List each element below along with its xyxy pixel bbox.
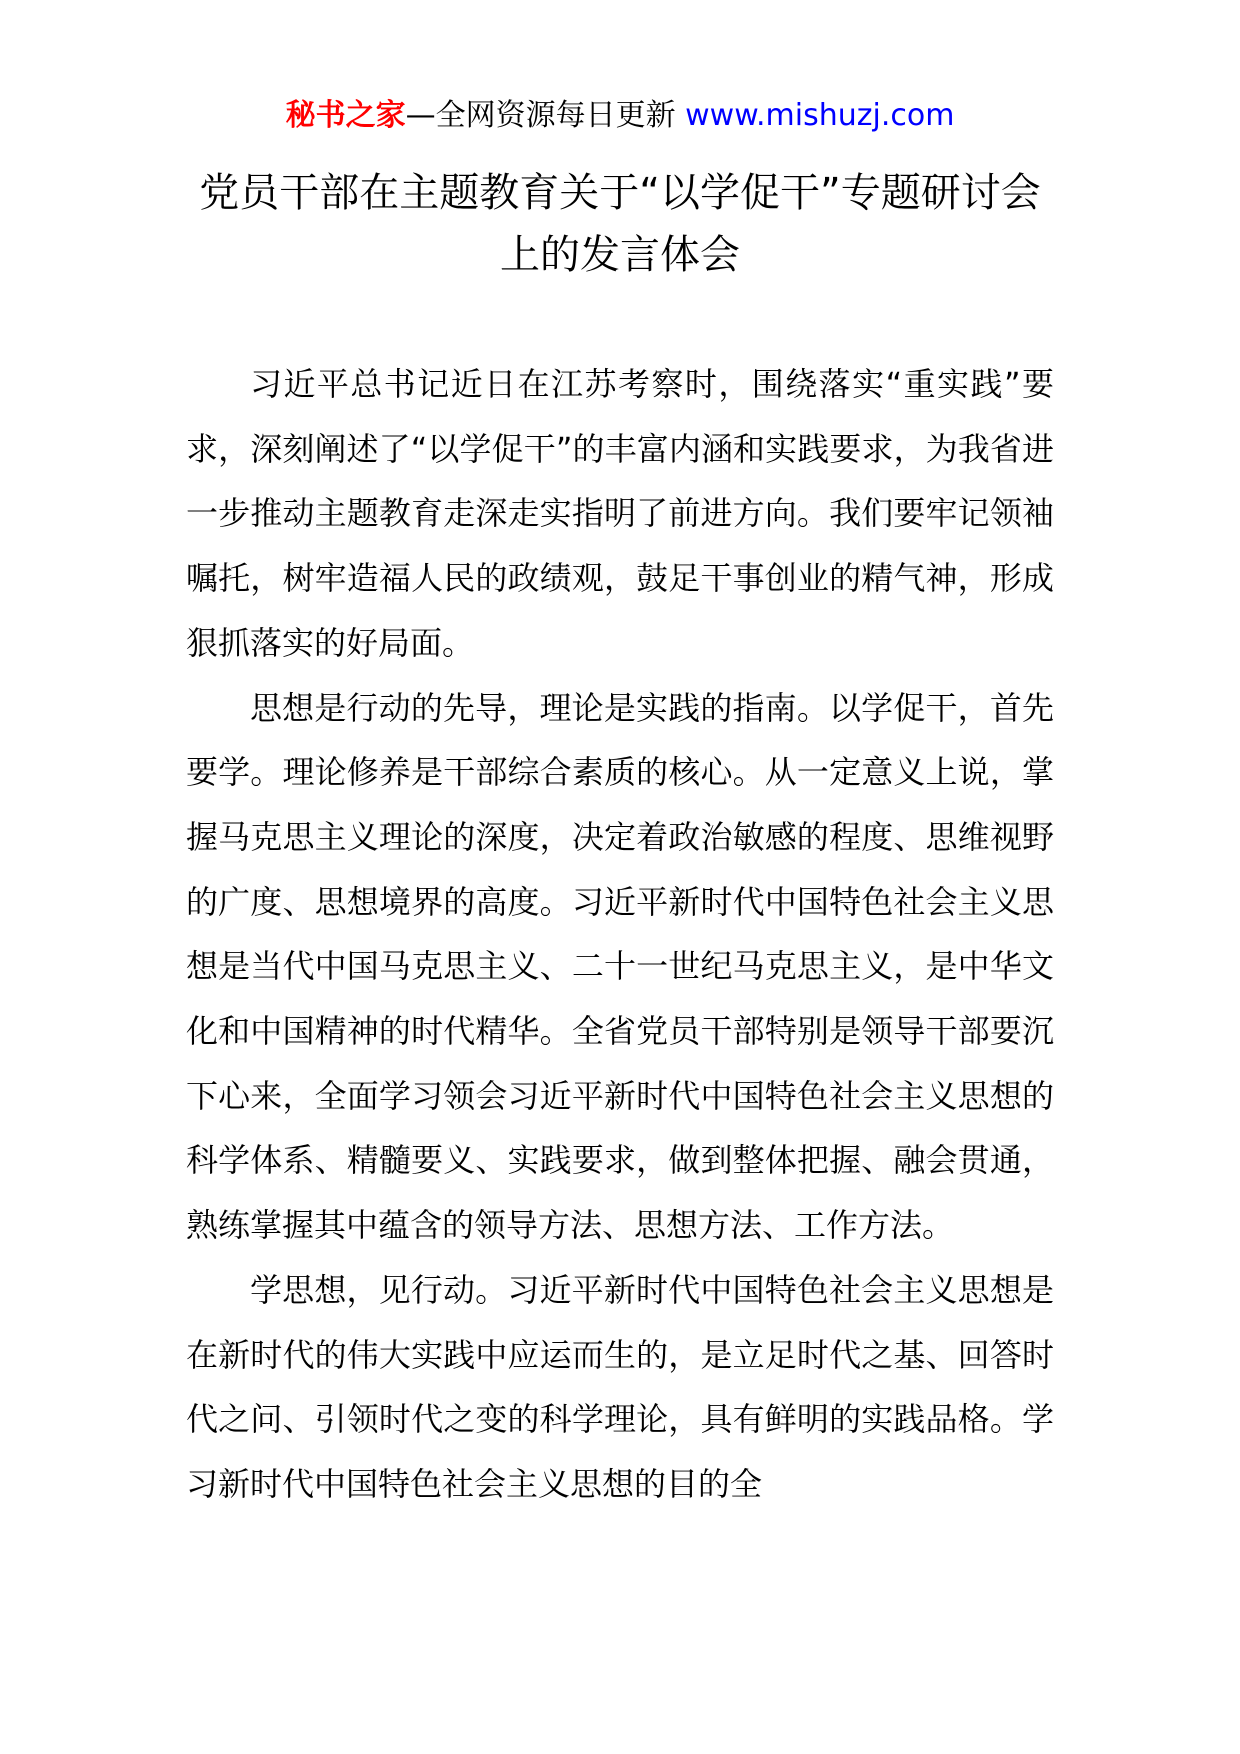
paragraph-3: 学思想，见行动。习近平新时代中国特色社会主义思想是在新时代的伟大实践中应运而生的，是立足时代之基、回答时代之问、引领时代之变的科学理论，具有鲜明的实践品格。学习新时代中国特色社会主义思想的目的全 bbox=[186, 1270, 1054, 1503]
document-body bbox=[186, 352, 1054, 1517]
site-header bbox=[0, 96, 1240, 136]
paragraph-2: 思想是行动的先导，理论是实践的指南。以学促干，首先要学。理论修养是干部综合素质的核心。从一定意义上说，掌握马克思主义理论的深度，决定着政治敏感的程度、思维视野的广度、思想境界的高度。习近平新时代中国特色社会主义思想是当代中国马克思主义、二十一世纪马克思主义，是中华文化和中国精神的时代精华。全省党员干部特别是领导干部要沉下心来，全面学习领会习近平新时代中国特色社会主义思想的科学体系、精髓要义、实践要求，做到整体把握、融会贯通，熟练掌握其中蕴含的领导方法、思想方法、工作方法。 bbox=[186, 688, 1054, 1245]
site-brand: 秘书之家 bbox=[285, 98, 406, 133]
site-tagline: —全网资源每日更新 bbox=[405, 98, 676, 133]
paragraph-1: 习近平总书记近日在江苏考察时，围绕落实“重实践”要求，深刻阐述了“以学促干”的丰富内涵和实践要求，为我省进一步推动主题教育走深走实指明了前进方向。我们要牢记领袖嘱托，树牢造福人民的政绩观，鼓足干事创业的精气神，形成狠抓落实的好局面。 bbox=[186, 365, 1054, 662]
site-url-link[interactable]: www.mishuzj.com bbox=[685, 98, 955, 133]
document-title: 党员干部在主题教育关于“以学促干”专题研讨会上的发言体会 bbox=[199, 170, 1041, 278]
